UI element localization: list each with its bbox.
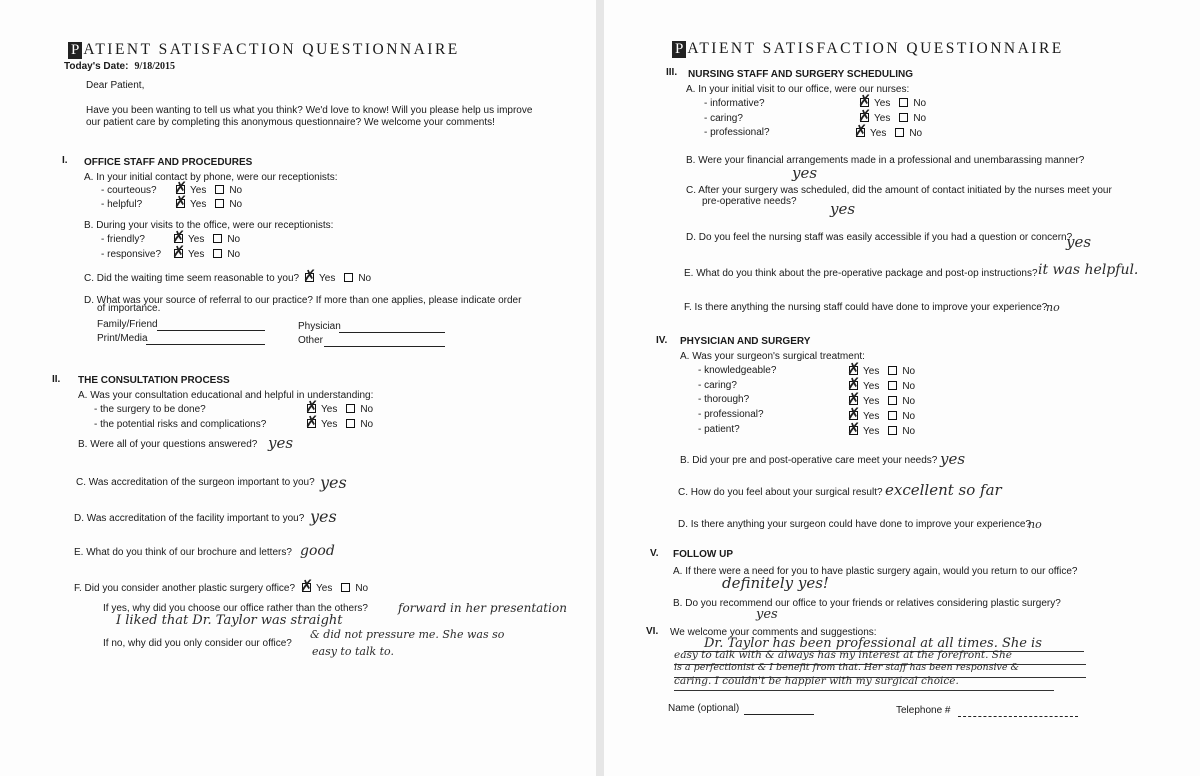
s2-f-if-yes: If yes, why did you choose our office rather than the others? [103, 603, 368, 614]
s3-a-caring-answer [860, 113, 926, 124]
section-3-title: NURSING STAFF AND SURGERY SCHEDULING [688, 69, 914, 80]
date-label: Today's Date: [64, 61, 129, 72]
s2-f-handwritten-line-4: easy to talk to. [312, 645, 394, 658]
s1-question-c: C. Did the waiting time seem reasonable to you? [84, 273, 300, 284]
s3-e-handwritten-answer: it was helpful. [1038, 262, 1139, 278]
questionnaire-page-2 [604, 0, 1200, 776]
s4-a-item-knowledgeable: - knowledgeable? [698, 365, 777, 376]
no-label: No [358, 273, 372, 284]
referral-physician-field[interactable] [339, 332, 445, 333]
no-label: No [913, 113, 927, 124]
yes-label: Yes [190, 185, 207, 196]
s5-question-b: B. Do you recommend our office to your friends or relatives considering plastic surgery? [673, 598, 1061, 609]
s1-b-responsive-answer [174, 249, 240, 260]
no-label: No [227, 234, 241, 245]
name-field[interactable] [744, 714, 814, 715]
intro-line-2: our patient care by completing this anonymous questionnaire? We welcome your comments! [86, 117, 495, 128]
s1-question-a: A. In your initial contact by phone, were our receptionists: [84, 172, 338, 183]
name-label: Name (optional) [668, 703, 740, 714]
no-label: No [902, 381, 916, 392]
no-checkbox[interactable] [213, 234, 222, 243]
s6-comment-line-4: caring. I couldn't be happier with my surgical choice. [674, 675, 959, 687]
referral-family-field[interactable] [157, 330, 265, 331]
title-text: ATIENT SATISFACTION QUESTIONNAIRE [687, 40, 1064, 57]
s2-f-if-no: If no, why did you only consider our office? [103, 638, 292, 649]
s6-comment-line-3: is a perfectionist & I benefit from that. Her staff has been responsive & [674, 662, 1019, 673]
s4-question-c: C. How do you feel about your surgical result? [678, 487, 883, 498]
no-checkbox[interactable] [899, 113, 908, 122]
s4-question-b: B. Did your pre and post-operative care meet your needs? [680, 455, 938, 466]
todays-date [64, 61, 175, 72]
s6-comment-line-1: Dr. Taylor has been professional at all times. She is [704, 636, 1042, 651]
s1-b-item-friendly: - friendly? [101, 234, 145, 245]
s2-d-handwritten-answer: yes [310, 507, 337, 526]
no-checkbox[interactable] [895, 128, 904, 137]
s3-question-a: A. In your initial visit to our office, were our nurses: [686, 84, 910, 95]
yes-checkbox[interactable] [856, 128, 865, 137]
s4-b-handwritten-answer: yes [940, 450, 966, 468]
s5-a-handwritten-answer: definitely yes! [722, 574, 829, 592]
no-label: No [227, 249, 241, 260]
yes-label: Yes [863, 411, 880, 422]
s4-question-a: A. Was your surgeon's surgical treatment: [680, 351, 865, 362]
s3-a-item-caring: - caring? [704, 113, 743, 124]
s2-a-risks-answer [307, 419, 373, 430]
s3-a-item-informative: - informative? [704, 98, 765, 109]
s2-a-item-surgery: - the surgery to be done? [94, 404, 206, 415]
s1-b-item-responsive: - responsive? [101, 249, 162, 260]
no-checkbox[interactable] [341, 583, 350, 592]
section-4-number: IV. [656, 335, 668, 346]
title-text: ATIENT SATISFACTION QUESTIONNAIRE [83, 41, 460, 58]
yes-label: Yes [870, 128, 887, 139]
yes-checkbox[interactable] [305, 273, 314, 282]
s3-a-professional-answer [856, 128, 922, 139]
yes-label: Yes [321, 419, 338, 430]
s1-question-d-line-2: of importance. [97, 303, 161, 314]
s3-question-c-line-2: pre-operative needs? [702, 196, 797, 207]
section-2-number: II. [52, 374, 61, 385]
referral-print-label: Print/Media [97, 333, 148, 344]
no-label: No [902, 366, 916, 377]
yes-label: Yes [863, 426, 880, 437]
s3-c-handwritten-answer: yes [830, 200, 856, 218]
yes-label: Yes [863, 396, 880, 407]
yes-checkbox[interactable] [302, 583, 311, 592]
no-checkbox[interactable] [888, 411, 897, 420]
no-checkbox[interactable] [215, 185, 224, 194]
s3-question-e: E. What do you think about the pre-operative package and post-op instructions? [684, 268, 1038, 279]
yes-checkbox[interactable] [174, 249, 183, 258]
referral-physician-label: Physician [298, 321, 341, 332]
s2-question-d: D. Was accreditation of the facility important to you? [74, 513, 305, 524]
greeting: Dear Patient, [86, 80, 145, 91]
no-label: No [355, 583, 369, 594]
section-5-number: V. [650, 548, 659, 559]
referral-family-label: Family/Friend [97, 319, 158, 330]
s2-f-answer [302, 583, 368, 594]
s2-b-handwritten-answer: yes [268, 434, 294, 452]
s2-question-c: C. Was accreditation of the surgeon important to you? [76, 477, 315, 488]
s4-question-d: D. Is there anything your surgeon could have done to improve your experience? [678, 519, 1031, 530]
s6-prompt: We welcome your comments and suggestions: [670, 627, 877, 638]
s2-c-handwritten-answer: yes [320, 473, 347, 492]
s1-a-item-helpful: - helpful? [101, 199, 143, 210]
no-label: No [902, 411, 916, 422]
s5-question-a: A. If there were a need for you to have plastic surgery again, would you return to our office? [673, 566, 1078, 577]
title-initial: P [672, 41, 686, 58]
s2-question-f: F. Did you consider another plastic surgery office? [74, 583, 296, 594]
s2-question-a: A. Was your consultation educational and helpful in understanding: [78, 390, 374, 401]
no-label: No [909, 128, 923, 139]
yes-label: Yes [319, 273, 336, 284]
no-checkbox[interactable] [888, 366, 897, 375]
s3-question-c-line-1: C. After your surgery was scheduled, did the amount of contact initiated by the nurses meet your [686, 185, 1112, 196]
s3-d-handwritten-answer: yes [1066, 233, 1092, 251]
no-checkbox[interactable] [899, 98, 908, 107]
s3-f-handwritten-answer: no [1046, 301, 1060, 314]
yes-checkbox[interactable] [307, 419, 316, 428]
s6-comment-line-2: easy to talk with & always has my interest at the forefront. She [674, 649, 1012, 661]
s3-question-f: F. Is there anything the nursing staff could have done to improve your experience? [684, 302, 1048, 313]
questionnaire-page-1 [0, 0, 596, 776]
no-label: No [360, 404, 374, 415]
s1-question-d-line-1: D. What was your source of referral to our practice? If more than one applies, please indicate order [84, 295, 522, 306]
s4-c-handwritten-answer: excellent so far [885, 481, 1002, 499]
s2-a-item-risks: - the potential risks and complications? [94, 419, 267, 430]
title-initial: P [68, 42, 82, 59]
s2-f-handwritten-line-3: & did not pressure me. She was so [310, 628, 505, 641]
intro-line-1: Have you been wanting to tell us what you think? We'd love to know! Will you please help us improve [86, 105, 533, 116]
yes-label: Yes [321, 404, 338, 415]
telephone-label: Telephone # [896, 705, 951, 716]
no-label: No [360, 419, 374, 430]
s3-a-item-professional: - professional? [704, 127, 770, 138]
section-1-number: I. [62, 155, 68, 166]
form-title [672, 40, 1064, 58]
no-label: No [902, 396, 916, 407]
yes-label: Yes [188, 249, 205, 260]
s4-d-handwritten-answer: no [1028, 518, 1042, 531]
s4-a-item-caring: - caring? [698, 380, 737, 391]
referral-other-label: Other [298, 335, 324, 346]
s3-question-b: B. Were your financial arrangements made in a professional and unembarassing manner? [686, 155, 1085, 166]
yes-label: Yes [316, 583, 333, 594]
s2-e-handwritten-answer: good [300, 543, 335, 559]
yes-label: Yes [863, 366, 880, 377]
s4-a-item-professional: - professional? [698, 409, 764, 420]
s1-question-b: B. During your visits to the office, were our receptionists: [84, 220, 334, 231]
no-label: No [902, 426, 916, 437]
yes-checkbox[interactable] [176, 199, 185, 208]
no-checkbox[interactable] [346, 404, 355, 413]
s6-comment-rule-4 [674, 690, 1054, 691]
no-checkbox[interactable] [888, 381, 897, 390]
no-checkbox[interactable] [213, 249, 222, 258]
section-3-number: III. [666, 67, 678, 78]
s2-question-e: E. What do you think of our brochure and letters? [74, 547, 292, 558]
no-label: No [229, 199, 243, 210]
yes-label: Yes [874, 113, 891, 124]
section-6-number: VI. [646, 626, 659, 637]
no-checkbox[interactable] [346, 419, 355, 428]
s2-question-b: B. Were all of your questions answered? [78, 439, 258, 450]
no-checkbox[interactable] [888, 426, 897, 435]
s3-question-d: D. Do you feel the nursing staff was easily accessible if you had a question or concern? [686, 232, 1073, 243]
telephone-field[interactable] [958, 716, 1078, 717]
yes-label: Yes [190, 199, 207, 210]
section-1-title: OFFICE STAFF AND PROCEDURES [84, 157, 253, 168]
section-2-title: THE CONSULTATION PROCESS [78, 375, 230, 386]
form-title [68, 41, 460, 59]
section-5-title: FOLLOW UP [673, 549, 733, 560]
referral-other-field[interactable] [324, 346, 445, 347]
s1-a-helpful-answer [176, 199, 242, 210]
s4-a-patient-answer [849, 426, 915, 437]
s2-f-handwritten-line-1: forward in her presentation [398, 601, 567, 615]
referral-print-field[interactable] [146, 344, 265, 345]
s3-b-handwritten-answer: yes [792, 164, 818, 182]
yes-label: Yes [188, 234, 205, 245]
no-checkbox[interactable] [888, 396, 897, 405]
s5-b-handwritten-answer: yes [756, 607, 778, 622]
yes-checkbox[interactable] [849, 426, 858, 435]
yes-label: Yes [874, 98, 891, 109]
date-value: 9/18/2015 [134, 61, 175, 72]
yes-label: Yes [863, 381, 880, 392]
s1-c-answer [305, 273, 371, 284]
s2-f-handwritten-line-2: I liked that Dr. Taylor was straight [116, 613, 343, 628]
s1-a-item-courteous: - courteous? [101, 185, 157, 196]
no-label: No [913, 98, 927, 109]
s4-a-item-thorough: - thorough? [698, 394, 750, 405]
no-checkbox[interactable] [344, 273, 353, 282]
no-label: No [229, 185, 243, 196]
section-4-title: PHYSICIAN AND SURGERY [680, 336, 811, 347]
no-checkbox[interactable] [215, 199, 224, 208]
s4-a-item-patient: - patient? [698, 424, 740, 435]
